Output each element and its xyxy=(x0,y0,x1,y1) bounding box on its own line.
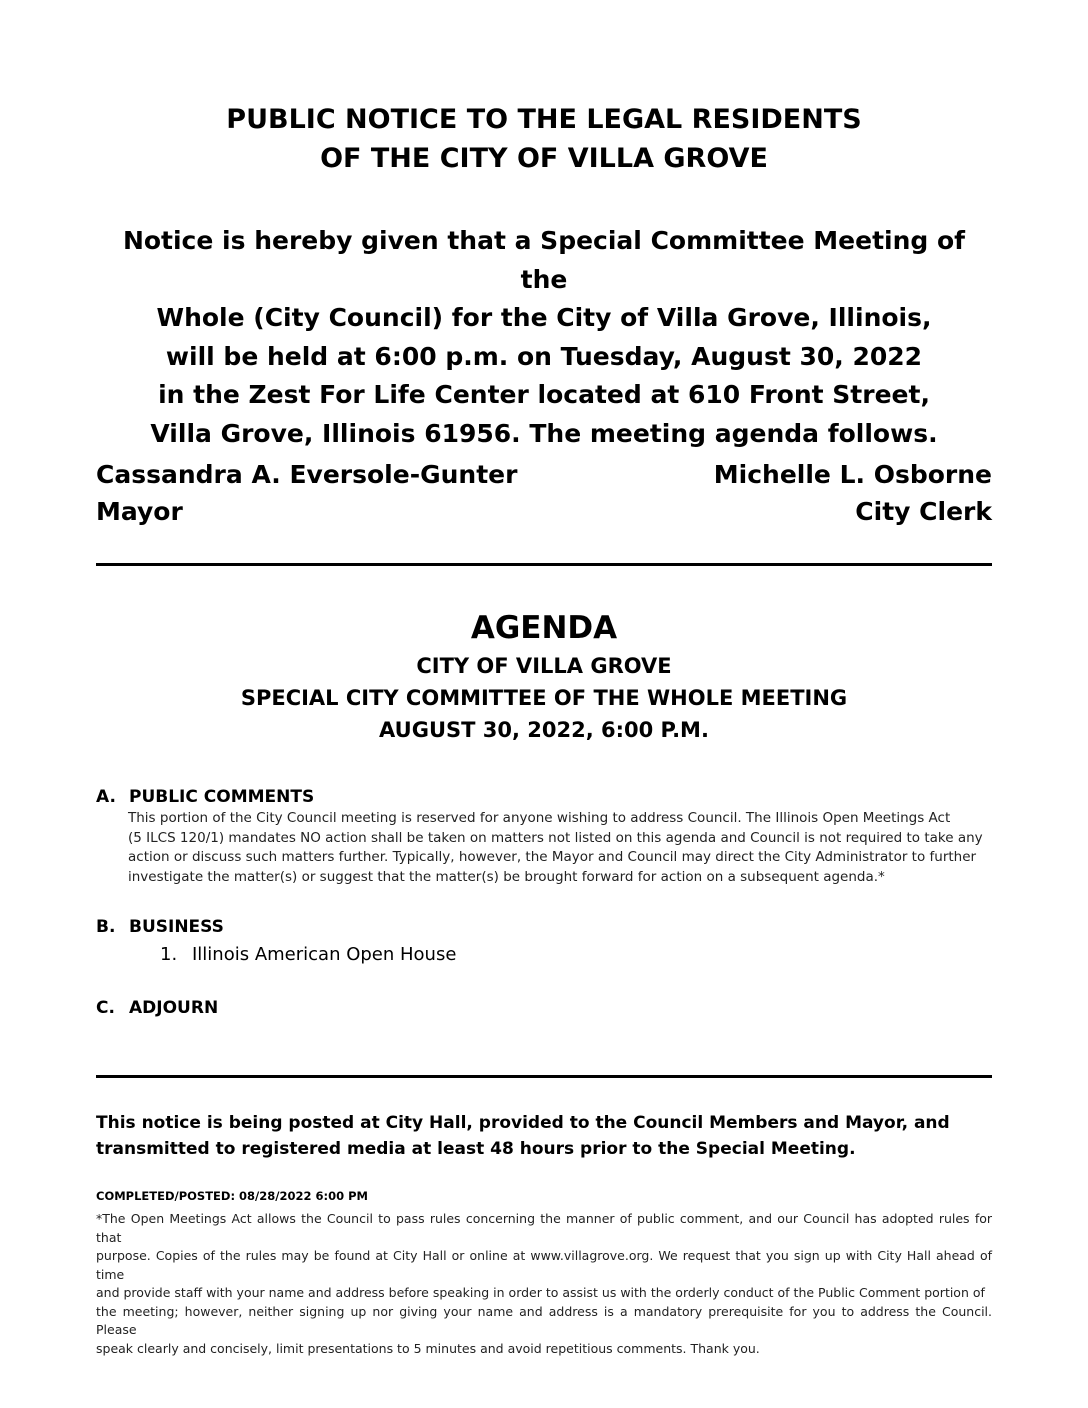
footnote-line: *The Open Meetings Act allows the Council to pass rules concerning the manner of public comment, and our Council has adopted rules for that xyxy=(96,1211,992,1245)
posting-statement xyxy=(96,1110,992,1162)
section-heading-text: BUSINESS xyxy=(129,917,224,937)
mayor-role: Mayor xyxy=(96,497,183,526)
agenda-sub-line: CITY OF VILLA GROVE xyxy=(416,654,672,678)
title-line: OF THE CITY OF VILLA GROVE xyxy=(320,143,768,174)
business-item xyxy=(160,943,456,967)
section-a-body xyxy=(128,809,994,887)
notice-line: Villa Grove, Illinois 61956. The meeting agenda follows. xyxy=(150,418,938,448)
section-heading-text: ADJOURN xyxy=(129,998,219,1018)
title-line: PUBLIC NOTICE TO THE LEGAL RESIDENTS xyxy=(226,104,862,135)
section-heading-text: PUBLIC COMMENTS xyxy=(129,787,315,807)
notice-title xyxy=(96,100,992,178)
mayor-name: Cassandra A. Eversole-Gunter xyxy=(96,460,518,489)
clerk-role: City Clerk xyxy=(855,497,992,526)
open-meetings-footnote xyxy=(96,1210,992,1358)
notice-line: in the Zest For Life Center located at 610 Front Street, xyxy=(158,380,930,409)
mayor-signature xyxy=(96,456,517,530)
notice-statement xyxy=(96,222,992,453)
body-line: (5 ILCS 120/1) mandates NO action shall be taken on matters not listed on this agenda and Council is not required to take any xyxy=(128,829,983,846)
body-line: investigate the matter(s) or suggest that the matter(s) be brought forward for action on a subsequent agenda.* xyxy=(128,868,885,885)
item-number: 1. xyxy=(160,944,178,965)
section-letter: B. xyxy=(96,917,116,937)
notice-line: Whole (City Council) for the City of Villa Grove, Illinois, xyxy=(156,303,932,332)
body-line: action or discuss such matters further. Typically, however, the Mayor and Council may direct the City Administrator to further xyxy=(128,849,977,865)
body-line: This portion of the City Council meeting is reserved for anyone wishing to address Council. The Illinois Open Meetings Act xyxy=(128,810,951,826)
footnote-line: purpose. Copies of the rules may be found at City Hall or online at www.villagrove.org. We request that you sign up with City Hall ahead of time xyxy=(96,1248,992,1282)
section-a-heading xyxy=(96,786,314,808)
item-text: Illinois American Open House xyxy=(192,944,457,965)
section-b-heading xyxy=(96,916,224,938)
agenda-sub-line: SPECIAL CITY COMMITTEE OF THE WHOLE MEETING xyxy=(240,686,848,710)
footnote-line: the meeting; however, neither signing up nor giving your name and address is a mandatory prerequisite for you to address the Council. Please xyxy=(96,1303,992,1337)
agenda-title: AGENDA xyxy=(470,610,618,646)
section-letter: C. xyxy=(96,998,115,1018)
posting-line: This notice is being posted at City Hall, provided to the Council Members and Mayor, and xyxy=(96,1113,950,1133)
clerk-signature xyxy=(714,456,992,530)
notice-line: will be held at 6:00 p.m. on Tuesday, August 30, 2022 xyxy=(165,341,923,371)
footnote-line: and provide staff with your name and address before speaking in order to assist us with the orderly conduct of the Public Comment portion of xyxy=(96,1285,985,1300)
divider-top xyxy=(96,563,992,566)
section-letter: A. xyxy=(96,787,116,807)
divider-bottom xyxy=(96,1075,992,1078)
notice-line: Notice is hereby given that a Special Committee Meeting of the xyxy=(122,226,966,294)
posting-line: transmitted to registered media at least 48 hours prior to the Special Meeting. xyxy=(96,1139,856,1159)
agenda-sub-line: AUGUST 30, 2022, 6:00 P.M. xyxy=(379,718,709,742)
document-page xyxy=(96,0,992,1408)
completed-posted: COMPLETED/POSTED: 08/28/2022 6:00 PM xyxy=(96,1189,368,1203)
clerk-name: Michelle L. Osborne xyxy=(713,460,992,489)
footnote-line: speak clearly and concisely, limit presentations to 5 minutes and avoid repetitious comments. Thank you. xyxy=(96,1340,760,1356)
agenda-subtitle xyxy=(96,650,992,746)
section-c-heading xyxy=(96,997,218,1019)
